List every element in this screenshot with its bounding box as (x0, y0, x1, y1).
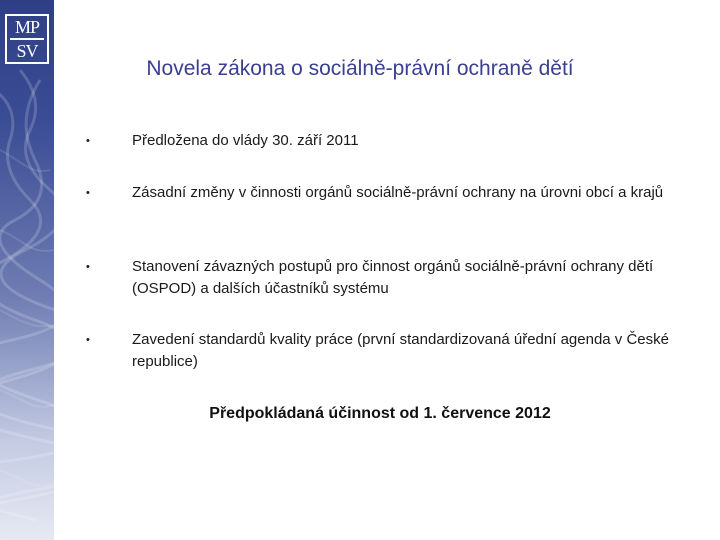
effective-date-note: Předpokládaná účinnost od 1. července 2012 (209, 405, 551, 422)
bullet-text: Stanovení závazných postupů pro činnost orgánů sociálně-právní ochrany dětí (OSPOD) a dalších účastníků systému (132, 258, 654, 297)
bullet-item (82, 329, 680, 373)
bullet-text: Zavedení standardů kvality práce (první standardizovaná úřední agenda v České republice) (132, 331, 669, 370)
bullet-item (82, 182, 663, 204)
logo-divider (10, 38, 44, 40)
slide-title: Novela zákona o sociálně-právní ochraně dětí (146, 57, 574, 80)
bullet-marker: • (86, 334, 90, 346)
bullet-marker: • (86, 135, 90, 147)
bullet-item (82, 256, 680, 300)
bullet-marker: • (86, 261, 90, 273)
bullet-text: Předložena do vlády 30. září 2011 (132, 132, 359, 149)
bullet-item (82, 130, 359, 152)
bullet-text: Zásadní změny v činnosti orgánů sociálně-právní ochrany na úrovni obcí a krajů (132, 184, 664, 201)
logo-text-top: MP (14, 17, 39, 37)
bullet-marker: • (86, 187, 90, 199)
logo-text-bottom: SV (16, 41, 38, 61)
